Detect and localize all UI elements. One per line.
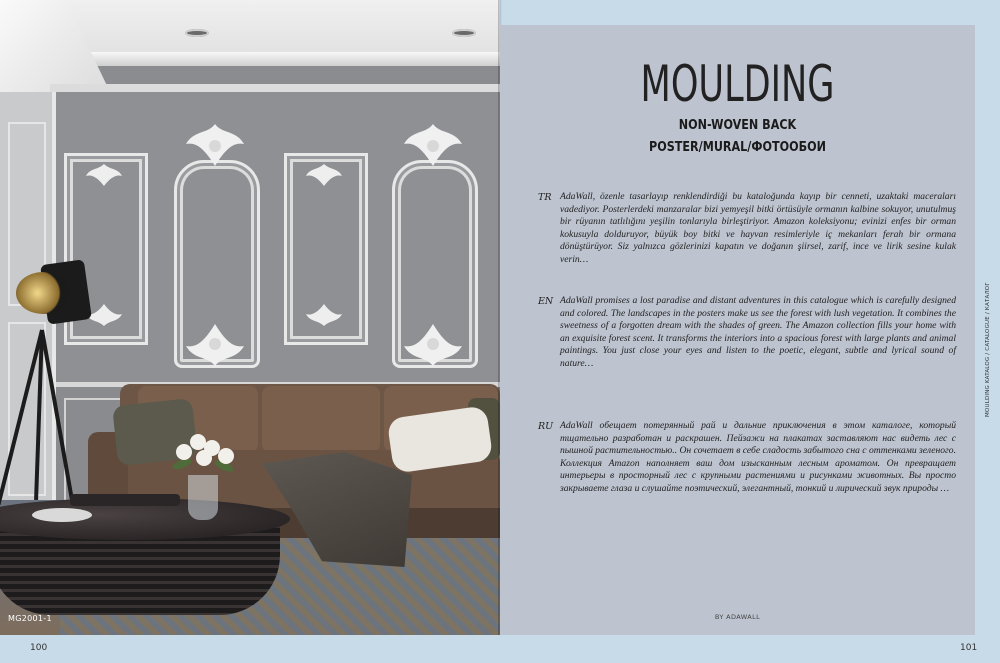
page-number-left: 100 <box>30 643 48 653</box>
ornament-icon <box>82 160 126 190</box>
subtitle-line-2: POSTER/MURAL/ФОТООБОИ <box>649 140 826 155</box>
ornament-icon <box>302 160 346 190</box>
language-code: EN <box>538 296 554 307</box>
description-tr: AdaWall, özenle tasarlayıp renklendirdiği bu kataloğunda kayıp bir cenneti, uzaktaki maceraları vadediyor. Posterlerdeki manzaralar bizi yemyeşil bitki örtüsüyle ormanın kalbine sokuyor, unutulmuş bir rüyanın tatlılığını yeşilin tonlarıyla birleştiriyor. Amazon koleksiyonu; evinizi enfes bir orman kokusuyla dolduruyor, büyük boy bitki ve hayvan resimleriyle iç mekanları ferah bir ormana dönüştürüyor. Siz yalnızca gözlerinizi kapatın ve doğanın şiirsel, zarif, ince ve lirik sesine kulak verin… <box>560 191 956 265</box>
bowl <box>32 508 92 522</box>
flowers <box>168 430 240 480</box>
product-code: MG2001-1 <box>8 614 52 623</box>
subtitle-line-1: NON-WOVEN BACK <box>678 118 797 133</box>
bottom-strip <box>0 635 1000 663</box>
ornament-crest-icon <box>180 318 250 368</box>
description-ru: AdaWall обещает потерянный рай и дальние приключения в этом каталоге, который тщательно разработан и раскрашен. Пейзажи на плакатах заставляют нас видеть лес с пышной растительностью.. Он сочетает в себе сладость забытого сна с оттенками зеленого. Коллекция Amazon наполняет ваш дом изысканным лесным ароматом. Он превращает интерьеры в просторный лес с крупными растениями и рисунками животных. Вы просто закрываете глаза и слушайте поэтический, элегантный, тонкий и лирический звук природы … <box>560 420 956 494</box>
floor-lamp <box>16 272 70 314</box>
language-code: TR <box>538 192 552 203</box>
page-number-right: 101 <box>960 643 978 653</box>
ornament-crest-icon <box>180 122 250 172</box>
ornament-crest-icon <box>398 318 468 368</box>
downlight <box>185 29 209 37</box>
side-label: MOULDING KATALOG / CATALOGUE / КАТАЛОГ <box>985 282 991 418</box>
crown-moulding <box>50 84 500 92</box>
downlight <box>452 29 476 37</box>
description-en: AdaWall promises a lost paradise and distant adventures in this catalogue which is carefully designed and colored. The landscapes in the posters make us see the forest with lush vegetation. It combines the sweetness of a forgotten dream with the shades of green. The Amazon collection fills your home with an exquisite forest scent. It transforms the interiors into a spacious forest with large plants and animal paintings. You just close your eyes and listen to the poetic, elegant, subtle and lyrical sound of nature… <box>560 295 956 369</box>
ornament-crest-icon <box>398 122 468 172</box>
language-code: RU <box>538 421 554 432</box>
byline: BY ADAWALL <box>714 613 761 621</box>
interior-photo <box>0 0 500 635</box>
sofa-cushion <box>262 386 380 452</box>
tray <box>70 494 180 506</box>
vase <box>188 475 218 520</box>
ornament-icon <box>302 300 346 330</box>
text-panel <box>500 25 975 635</box>
page-title: MOULDING <box>640 55 835 113</box>
